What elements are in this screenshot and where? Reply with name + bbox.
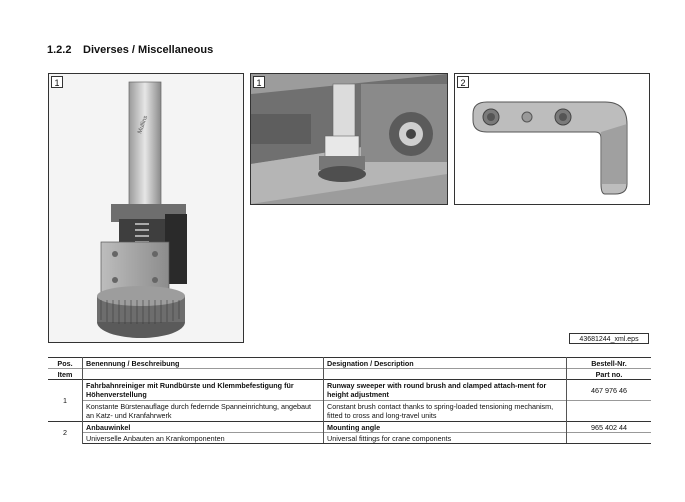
table-header-row [48, 358, 651, 369]
sweeper-mounted-photo [251, 74, 447, 204]
section-heading [47, 44, 213, 56]
table-row-description [48, 401, 651, 422]
col-pos-header: Pos. [48, 358, 83, 369]
col-item-header: Item [48, 369, 83, 380]
runway-sweeper-photo [49, 74, 243, 342]
col-partno-header: Bestell-Nr. [567, 358, 652, 369]
row-part-no: 965 402 44 [567, 422, 652, 433]
figure-mounting-angle [454, 73, 650, 205]
section-number: 1.2.2 [47, 44, 72, 56]
table-row [48, 422, 651, 433]
svg-text:Mullins: Mullins [137, 115, 150, 135]
figure-sweeper [48, 73, 244, 343]
row-name-en: Mounting angle [324, 422, 567, 433]
table-row-description [48, 433, 651, 444]
row-desc-de: Universelle Anbauten an Krankomponenten [83, 433, 324, 444]
mounting-angle-photo [455, 74, 649, 204]
row-name-en: Runway sweeper with round brush and clamped attach-ment for height adjustment [324, 380, 567, 401]
parts-table [48, 357, 651, 444]
col-name-de-header: Benennung / Beschreibung [83, 358, 324, 369]
figure-tag: 1 [51, 76, 63, 88]
row-name-de: Anbauwinkel [83, 422, 324, 433]
row-pos: 2 [48, 422, 83, 444]
row-desc-de: Konstante Bürstenauflage durch federnde Spanneinrichtung, angebaut an Katz- und Kranfahrwerk [83, 401, 324, 422]
row-desc-en: Constant brush contact thanks to spring-loaded tensioning mechanism, fitted to cross and long-travel units [324, 401, 567, 422]
table-header-row-en [48, 369, 651, 380]
section-title: Diverses / Miscellaneous [83, 44, 214, 56]
file-reference: 43681244_xml.eps [569, 333, 649, 344]
table-row [48, 380, 651, 401]
figure-tag: 2 [457, 76, 469, 88]
col-partno-en-header: Part no. [567, 369, 652, 380]
row-pos: 1 [48, 380, 83, 422]
figure-tag: 1 [253, 76, 265, 88]
row-name-de: Fahrbahnreiniger mit Rundbürste und Klemmbefestigung für Höhenverstellung [83, 380, 324, 401]
row-desc-en: Universal fittings for crane components [324, 433, 567, 444]
row-part-no: 467 976 46 [567, 380, 652, 401]
figure-sweeper-mounted [250, 73, 448, 205]
col-name-en-header: Designation / Description [324, 358, 567, 369]
